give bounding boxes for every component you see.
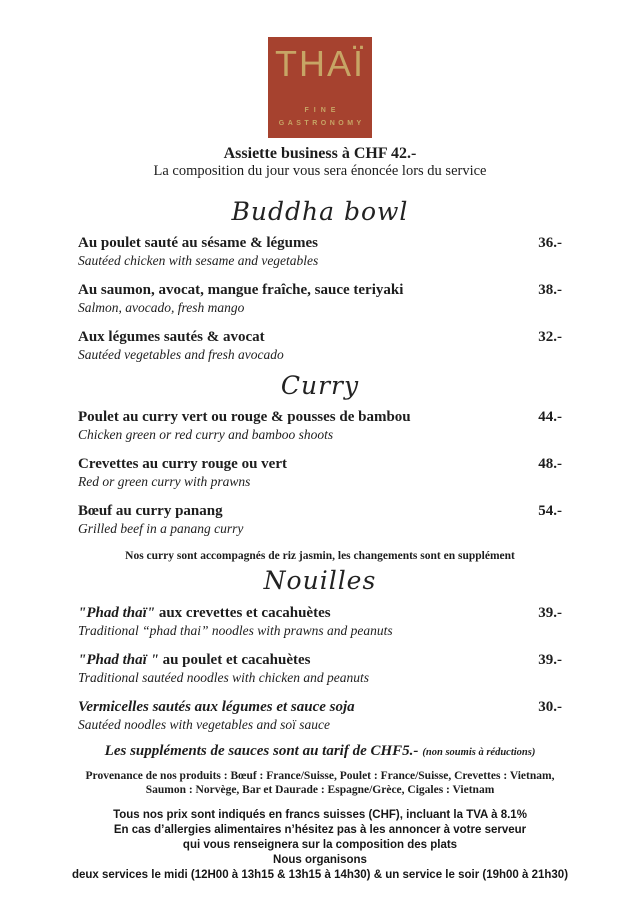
sauce-supplements-note: (non soumis à réductions) [422, 747, 536, 758]
menu-item-title [78, 503, 223, 520]
section-buddha-bowl [78, 196, 562, 363]
menu-item-title-rest: au poulet et cacahuètes [158, 652, 311, 668]
menu-item-title-em: "Phad thaï" [78, 605, 156, 621]
menu-item-title [78, 699, 355, 716]
menu-item-title [78, 652, 311, 669]
menu-item-description: Sautéed chicken with sesame and vegetables [78, 253, 319, 268]
menu-item-title-em: Vermicelles sautés aux légumes et sauce soja [78, 699, 355, 715]
menu-item-price: 44.- [538, 409, 562, 425]
menu-item [78, 329, 562, 363]
menu-item-row [78, 409, 562, 426]
menu-item [78, 652, 562, 686]
footer-info-line: qui vous renseignera sur la composition des plats [182, 839, 458, 851]
provenance-text: Provenance de nos produits : Bœuf : France/Suisse, Poulet : France/Suisse, Crevettes : Vietnam, Saumon : Norvège, Bar et Daurade : Espagne/Grèce, Cigales : Vietnam [85, 770, 555, 796]
menu-item-title-rest: Poulet au curry vert ou rouge & pousses de bambou [78, 409, 411, 425]
menu-item-description: Sautéed vegetables and fresh avocado [78, 347, 284, 362]
footer-info-line: deux services le midi (12H00 à 13h15 & 13h15 à 14h30) & un service le soir (19h00 à 21h30) [71, 869, 569, 881]
menu-item-title-rest: Au poulet sauté au sésame & légumes [78, 235, 318, 251]
sauce-supplements-text: Les suppléments de sauces sont au tarif de CHF5.- [104, 743, 419, 759]
menu-item-description: Traditional sautéed noodles with chicken and peanuts [78, 670, 369, 685]
menu-item-title-rest: aux crevettes et cacahuètes [155, 605, 331, 621]
footer-info-line: Tous nos prix sont indiqués en francs suisses (CHF), incluant la TVA à 8.1% [113, 809, 527, 821]
menu-item-price: 36.- [538, 235, 562, 251]
menu-item-price: 39.- [538, 605, 562, 621]
menu-item-title [78, 605, 331, 622]
sauce-supplements-line [0, 742, 640, 762]
menu-item-title-rest: Bœuf au curry panang [78, 503, 223, 519]
menu-item-price: 54.- [538, 503, 562, 519]
menu-item [78, 605, 562, 639]
menu-item-price: 48.- [538, 456, 562, 472]
section-title-curry: Curry [280, 371, 360, 400]
menu-item-price: 39.- [538, 652, 562, 668]
menu-item-row [78, 605, 562, 622]
restaurant-logo [268, 37, 372, 138]
menu-item-title-em: "Phad thaï " [78, 652, 159, 668]
menu-item [78, 456, 562, 490]
footer-info-block [0, 808, 640, 883]
menu-item-description: Grilled beef in a panang curry [78, 521, 244, 536]
menu-item [78, 409, 562, 443]
menu-item-title [78, 409, 411, 426]
menu-item-row [78, 699, 562, 716]
menu-item-description: Red or green curry with prawns [78, 474, 251, 489]
menu-item [78, 699, 562, 733]
menu-item-description: Salmon, avocado, fresh mango [78, 300, 245, 315]
logo-tagline-fine: FINE [304, 107, 341, 114]
menu-item-row [78, 282, 562, 299]
menu-item-row [78, 329, 562, 346]
menu-item-row [78, 235, 562, 252]
section-title-buddha-bowl: Buddha bowl [231, 197, 409, 226]
menu-item-price: 30.- [538, 699, 562, 715]
footer-info-line: En cas d’allergies alimentaires n’hésitez pas à les annoncer à votre serveur [113, 824, 527, 836]
section-title-nouilles: Nouilles [263, 566, 377, 595]
menu-item-title [78, 329, 265, 346]
menu-item-price: 38.- [538, 282, 562, 298]
business-plate-subheading: La composition du jour vous sera énoncée lors du service [153, 163, 487, 179]
menu-item [78, 503, 562, 537]
section-curry [78, 370, 562, 563]
menu-item-title-rest: Au saumon, avocat, mangue fraîche, sauce teriyaki [78, 282, 404, 298]
menu-item-title [78, 456, 287, 473]
menu-item-title-rest: Aux légumes sautés & avocat [78, 329, 265, 345]
menu-item-title-rest: Crevettes au curry rouge ou vert [78, 456, 287, 472]
menu-item-description: Traditional “phad thai” noodles with prawns and peanuts [78, 623, 393, 638]
menu-item-title [78, 235, 318, 252]
curry-rice-note: Nos curry sont accompagnés de riz jasmin, les changements sont en supplément [125, 550, 515, 562]
menu-item-row [78, 456, 562, 473]
business-plate-heading: Assiette business à CHF 42.- [223, 145, 417, 162]
menu-item-row [78, 652, 562, 669]
footer-info-line: Nous organisons [273, 854, 367, 866]
logo-wordmark: THAÏ [274, 43, 365, 84]
menu-content [78, 196, 562, 733]
menu-item [78, 235, 562, 269]
menu-item [78, 282, 562, 316]
menu-item-description: Chicken green or red curry and bamboo shoots [78, 427, 334, 442]
menu-item-row [78, 503, 562, 520]
menu-item-title [78, 282, 403, 299]
logo-tagline-gastronomy: GASTRONOMY [278, 120, 365, 127]
menu-item-price: 32.- [538, 329, 562, 345]
menu-item-description: Sautéed noodles with vegetables and soï sauce [78, 717, 330, 732]
section-nouilles [78, 565, 562, 733]
